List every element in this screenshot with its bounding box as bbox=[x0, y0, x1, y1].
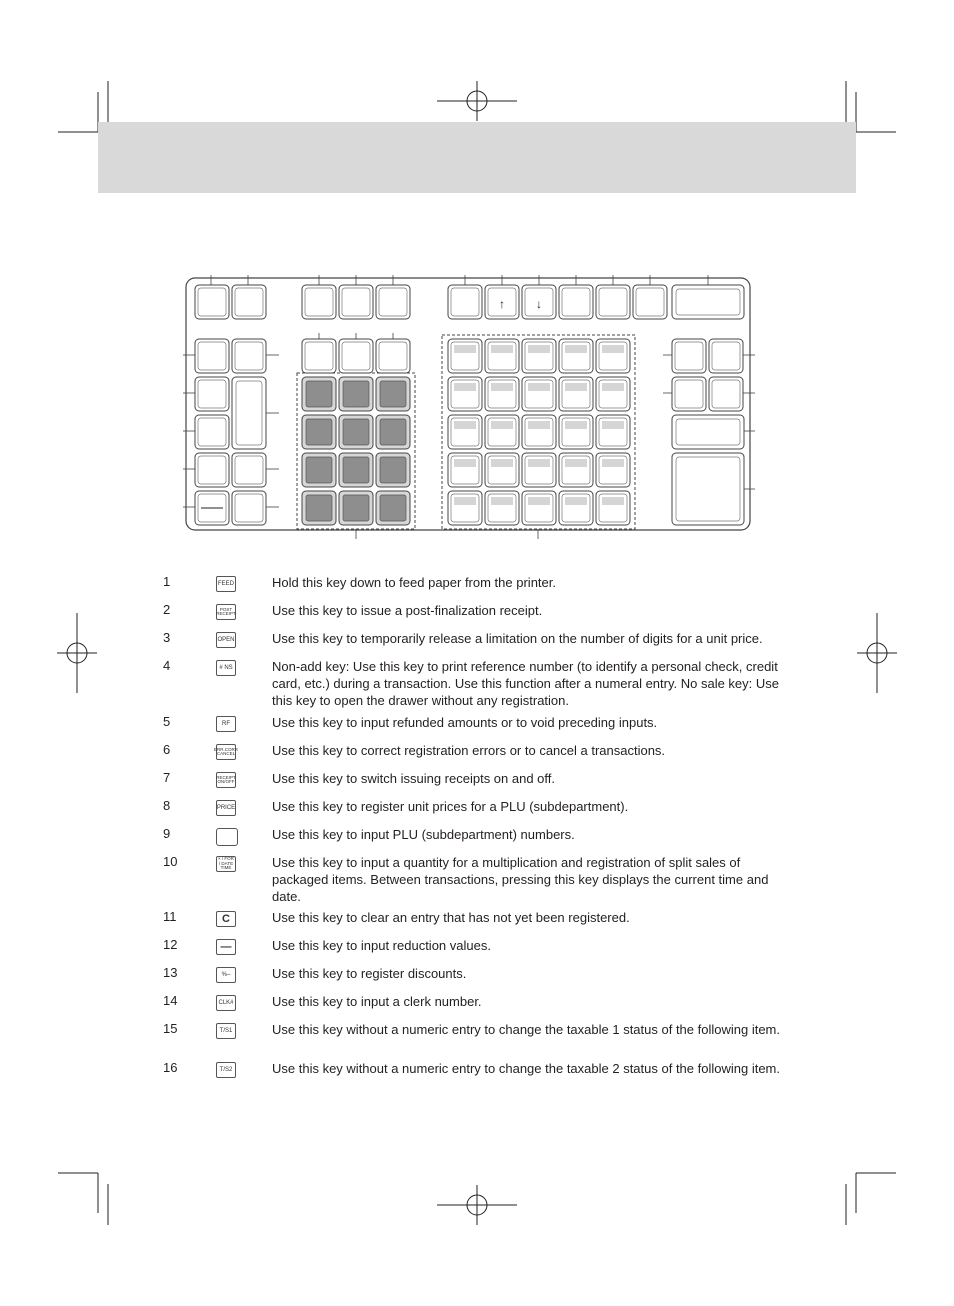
clear-key-icon: C bbox=[216, 911, 236, 927]
plu-key-icon bbox=[216, 828, 238, 846]
error-correct-cancel-key-icon: ERR.CORR CANCEL bbox=[216, 744, 236, 760]
entry-number: 11 bbox=[163, 909, 177, 924]
entry-description: Use this key without a numeric entry to change the taxable 1 status of the following item. bbox=[272, 1022, 780, 1037]
price-key-icon: PRICE bbox=[216, 800, 236, 816]
entry-description: Use this key to temporarily release a limitation on the number of digits for a unit price. bbox=[272, 631, 763, 646]
entry-number: 3 bbox=[163, 630, 171, 645]
discount-key-icon: %– bbox=[216, 967, 236, 983]
post-receipt-key-icon: POST RECEIPT bbox=[216, 604, 236, 620]
entry-number: 10 bbox=[163, 854, 178, 869]
department-key-block bbox=[442, 335, 635, 529]
entry-description: Non-add key: Use this key to print reference number (to identify a personal check, credit card, etc.) during a transaction. Use this function after a numeral entry. No sale key: Use this key to open the drawer without any registration. bbox=[272, 659, 779, 708]
entry-number: 4 bbox=[163, 658, 171, 673]
entry-description: Use this key to input reduction values. bbox=[272, 938, 491, 953]
entry-number: 9 bbox=[163, 826, 171, 841]
entry-description: Use this key to switch issuing receipts on and off. bbox=[272, 771, 556, 786]
entry-description: Use this key to input a quantity for a multiplication and registration of split sales of packaged items. Between transactions, pressing this key displays the current time and date. bbox=[272, 855, 769, 904]
entry-number: 16 bbox=[163, 1060, 178, 1075]
entry-number: 2 bbox=[163, 602, 171, 617]
entry-description: Use this key to clear an entry that has not yet been registered. bbox=[272, 910, 630, 925]
entry-description: Use this key to input PLU (subdepartment) numbers. bbox=[272, 827, 575, 842]
non-add-no-sale-key-icon: # NS bbox=[216, 660, 236, 676]
entry-description: Use this key to input refunded amounts or to void preceding inputs. bbox=[272, 715, 658, 730]
minus-key-icon: — bbox=[216, 939, 236, 955]
entry-number: 8 bbox=[163, 798, 171, 813]
clerk-number-key-icon: CLK# bbox=[216, 995, 236, 1011]
entry-description: Use this key to issue a post-finalization receipt. bbox=[272, 603, 543, 618]
feed-key-icon: FEED bbox=[216, 576, 236, 592]
entry-description: Hold this key down to feed paper from the printer. bbox=[272, 575, 556, 590]
down-arrow-label: ↓ bbox=[536, 297, 542, 311]
multiply-date-time-key-icon: × / FOR / DATE TIME bbox=[216, 856, 236, 872]
entry-number: 6 bbox=[163, 742, 171, 757]
open-key-icon: OPEN bbox=[216, 632, 236, 648]
entry-description: Use this key to correct registration errors or to cancel a transactions. bbox=[272, 743, 666, 758]
tax-shift-2-key-icon: T/S2 bbox=[216, 1062, 236, 1078]
receipt-on-off-key-icon: RECEIPT ON/OFF bbox=[216, 772, 236, 788]
refund-key-icon: RF bbox=[216, 716, 236, 732]
header-banner bbox=[98, 122, 856, 193]
entry-description: Use this key to register discounts. bbox=[272, 966, 467, 981]
entry-description: Use this key to register unit prices for a PLU (subdepartment). bbox=[272, 799, 629, 814]
entry-description: Use this key to input a clerk number. bbox=[272, 994, 482, 1009]
tax-shift-1-key-icon: T/S1 bbox=[216, 1023, 236, 1039]
keyboard-diagram bbox=[183, 275, 755, 541]
entry-number: 7 bbox=[163, 770, 171, 785]
up-arrow-label: ↑ bbox=[499, 297, 505, 311]
entry-number: 15 bbox=[163, 1021, 178, 1036]
entry-number: 13 bbox=[163, 965, 178, 980]
entry-number: 14 bbox=[163, 993, 178, 1008]
numeric-keypad bbox=[297, 339, 415, 529]
entry-number: 5 bbox=[163, 714, 171, 729]
entry-description: Use this key without a numeric entry to change the taxable 2 status of the following item. bbox=[272, 1061, 780, 1076]
entry-number: 12 bbox=[163, 937, 178, 952]
entry-number: 1 bbox=[163, 574, 171, 589]
